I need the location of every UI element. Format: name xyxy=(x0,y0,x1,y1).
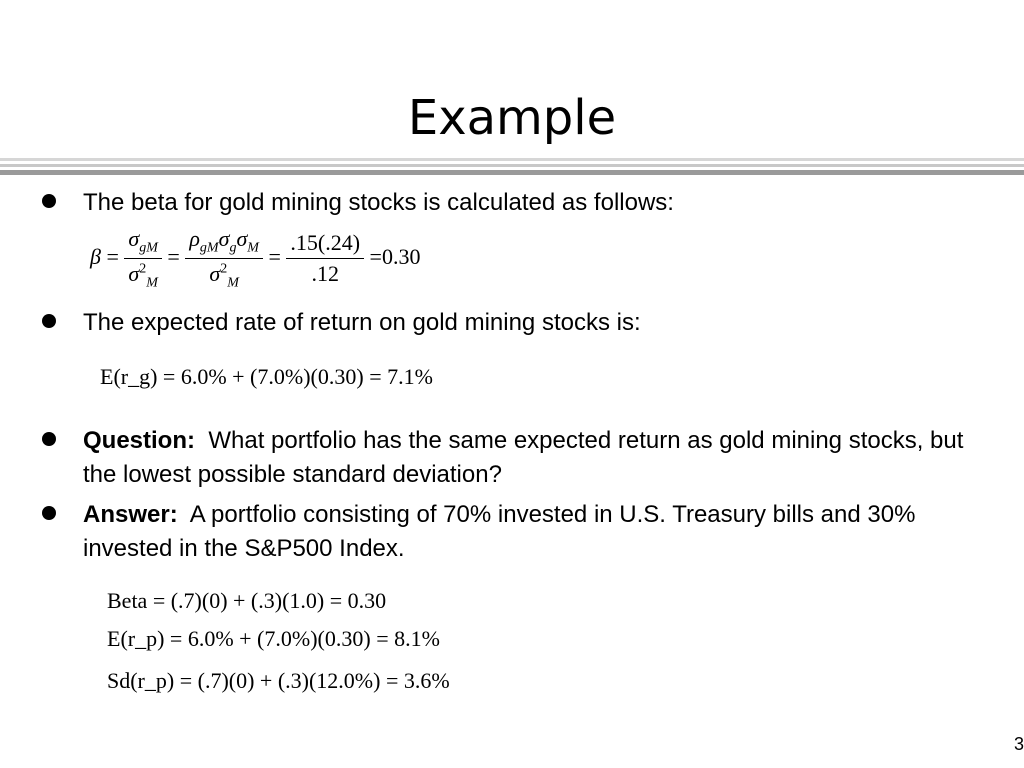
sub-gM: gM xyxy=(139,240,158,256)
page-number: 3 xyxy=(1013,734,1024,754)
answer-text: A portfolio consisting of 70% invested in U.S. Treasury bills and 30% invested in the S&P500 Index. xyxy=(83,501,916,562)
bullet-2-marker xyxy=(40,310,60,330)
portfolio-sd-equation: Sd(r_p) = (.7)(0) + (.3)(12.0%) = 3.6% xyxy=(107,668,450,693)
slide-title: Example xyxy=(407,90,617,146)
gold-return-equation: E(r_g) = 6.0% + (7.0%)(0.30) = 7.1% xyxy=(100,364,433,389)
beta-result: 0.30 xyxy=(381,243,421,269)
sub-M: M xyxy=(227,275,239,291)
title-rule-light-1 xyxy=(0,158,1024,161)
sub-g: g xyxy=(229,240,237,256)
bullet-3-text xyxy=(83,424,1003,492)
answer-label: Answer: xyxy=(83,501,178,528)
beta-num-value: .15(.24) xyxy=(286,230,364,259)
portfolio-beta-equation: Beta = (.7)(0) + (.3)(1.0) = 0.30 xyxy=(107,588,387,613)
bullet-1-text: The beta for gold mining stocks is calculated as follows: xyxy=(83,189,674,216)
title-rule-dark xyxy=(0,170,1024,175)
title-rule-light-2 xyxy=(0,164,1024,167)
bullet-1-marker xyxy=(40,190,60,210)
sigma-symbol: σ xyxy=(218,226,230,251)
bullet-4-marker xyxy=(40,502,60,522)
beta-symbol: β xyxy=(90,243,101,269)
rho-symbol: ρ xyxy=(189,226,200,251)
question-label: Question: xyxy=(83,427,195,454)
beta-den-value: .12 xyxy=(311,261,339,287)
sup-2: 2 xyxy=(139,262,147,278)
sub-gM: gM xyxy=(199,240,219,256)
bullet-4-text xyxy=(83,498,1003,566)
portfolio-return-equation: E(r_p) = 6.0% + (7.0%)(0.30) = 8.1% xyxy=(107,626,440,651)
sub-M: M xyxy=(247,240,259,256)
bullet-3-marker xyxy=(40,428,60,448)
sigma-symbol: σ xyxy=(236,226,248,251)
sigma-symbol: σ xyxy=(128,261,140,287)
sub-M: M xyxy=(146,275,158,291)
beta-frac-2 xyxy=(185,226,263,292)
sigma-symbol: σ xyxy=(209,261,221,287)
beta-equation: β = $\frac{\sigma_{gM}}{\sigma^2_M}$ = $\frac{\rho_{gM}\sigma_g\sigma_M}{\sigma^2_M}$ = $\frac{.15(.24)}{.12}$ =0.30 xyxy=(90,226,421,291)
sup-2: 2 xyxy=(220,262,228,278)
bullet-2-text: The expected rate of return on gold mining stocks is: xyxy=(83,309,641,336)
beta-frac-1 xyxy=(124,226,162,292)
question-text: What portfolio has the same expected return as gold mining stocks, but the lowest possible standard deviation? xyxy=(83,427,964,488)
sigma-symbol: σ xyxy=(128,226,140,251)
beta-frac-3 xyxy=(286,230,364,287)
